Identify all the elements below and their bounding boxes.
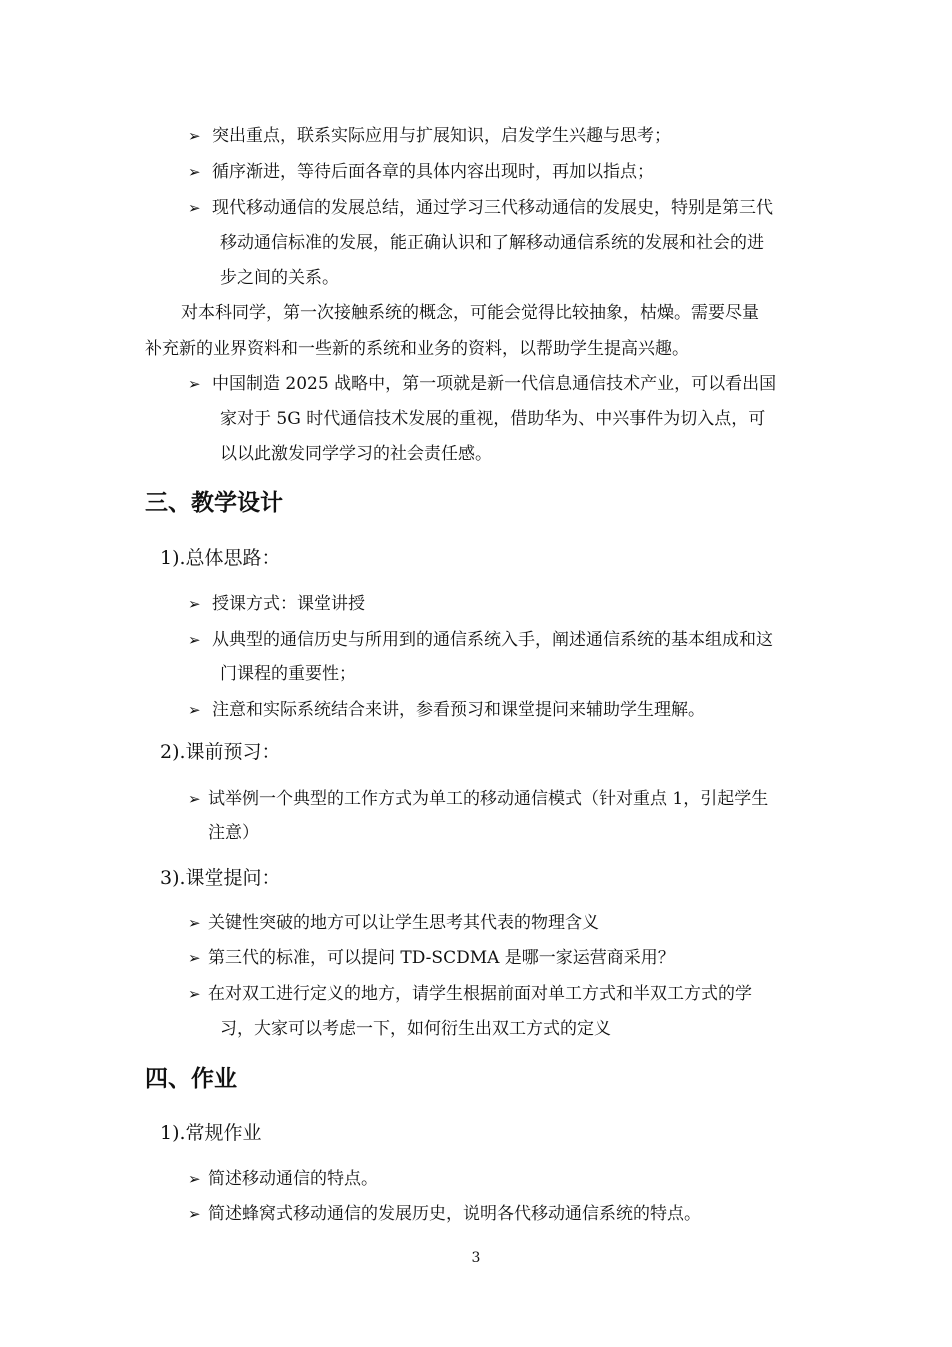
preview-item-1-line-1: 试举例一个典型的工作方式为单工的移动通信模式（针对重点 1，引起学生 xyxy=(208,789,769,809)
approach-item-1: 授课方式：课堂讲授 xyxy=(212,594,365,614)
approach-item-3: 注意和实际系统结合来讲，参看预习和课堂提问来辅助学生理解。 xyxy=(212,700,705,720)
section-heading-teaching-design: 三、教学设计 xyxy=(145,490,283,516)
bullet-arrow-icon: ➢ xyxy=(188,949,201,967)
subheading-class-questions: 3).课堂提问： xyxy=(160,867,281,889)
bullet-arrow-icon: ➢ xyxy=(188,914,201,932)
question-item-2: 第三代的标准，可以提问 TD-SCDMA 是哪一家运营商采用？ xyxy=(208,948,675,968)
question-item-1: 关键性突破的地方可以让学生思考其代表的物理含义 xyxy=(208,913,599,933)
intro-bullet-3-line-1: 现代移动通信的发展总结，通过学习三代移动通信的发展史，特别是第三代 xyxy=(212,198,773,218)
question-item-3-line-1: 在对双工进行定义的地方，请学生根据前面对单工方式和半双工方式的学 xyxy=(208,984,752,1004)
homework-item-1: 简述移动通信的特点。 xyxy=(208,1169,378,1189)
intro-bullet-3-line-2: 移动通信标准的发展，能正确认识和了解移动通信系统的发展和社会的进 xyxy=(220,233,764,253)
page-number: 3 xyxy=(471,1250,481,1266)
bullet-arrow-icon: ➢ xyxy=(188,701,201,719)
china-bullet-line-2: 家对于 5G 时代通信技术发展的重视，借助华为、中兴事件为切入点，可 xyxy=(220,409,766,429)
intro-bullet-2: 循序渐进，等待后面各章的具体内容出现时，再加以指点； xyxy=(212,162,654,182)
bullet-arrow-icon: ➢ xyxy=(188,127,201,145)
bullet-arrow-icon: ➢ xyxy=(188,1205,201,1223)
bullet-arrow-icon: ➢ xyxy=(188,163,201,181)
bullet-arrow-icon: ➢ xyxy=(188,199,201,217)
bullet-arrow-icon: ➢ xyxy=(188,985,201,1003)
question-item-3-line-2: 习，大家可以考虑一下，如何衍生出双工方式的定义 xyxy=(220,1019,611,1039)
subheading-overall-approach: 1).总体思路： xyxy=(160,547,281,569)
homework-item-2: 简述蜂窝式移动通信的发展历史，说明各代移动通信系统的特点。 xyxy=(208,1204,701,1224)
bullet-arrow-icon: ➢ xyxy=(188,375,201,393)
approach-item-2-line-1: 从典型的通信历史与所用到的通信系统入手，阐述通信系统的基本组成和这 xyxy=(212,630,773,650)
paragraph-line-1: 对本科同学，第一次接触系统的概念，可能会觉得比较抽象，枯燥。需要尽量 xyxy=(181,303,759,323)
bullet-arrow-icon: ➢ xyxy=(188,631,201,649)
intro-bullet-1: 突出重点，联系实际应用与扩展知识，启发学生兴趣与思考； xyxy=(212,126,671,146)
bullet-arrow-icon: ➢ xyxy=(188,595,201,613)
china-bullet-line-1: 中国制造 2025 战略中，第一项就是新一代信息通信技术产业，可以看出国 xyxy=(212,374,777,394)
preview-item-1-line-2: 注意） xyxy=(208,823,259,843)
approach-item-2-line-2: 门课程的重要性； xyxy=(220,664,356,684)
bullet-arrow-icon: ➢ xyxy=(188,1170,201,1188)
section-heading-homework: 四、作业 xyxy=(145,1066,237,1092)
intro-bullet-3-line-3: 步之间的关系。 xyxy=(220,268,339,288)
bullet-arrow-icon: ➢ xyxy=(188,790,201,808)
china-bullet-line-3: 以以此激发同学学习的社会责任感。 xyxy=(220,444,492,464)
subheading-regular-homework: 1).常规作业 xyxy=(160,1122,262,1144)
paragraph-line-2: 补充新的业界资料和一些新的系统和业务的资料，以帮助学生提高兴趣。 xyxy=(145,339,689,359)
subheading-preview: 2).课前预习： xyxy=(160,741,281,763)
